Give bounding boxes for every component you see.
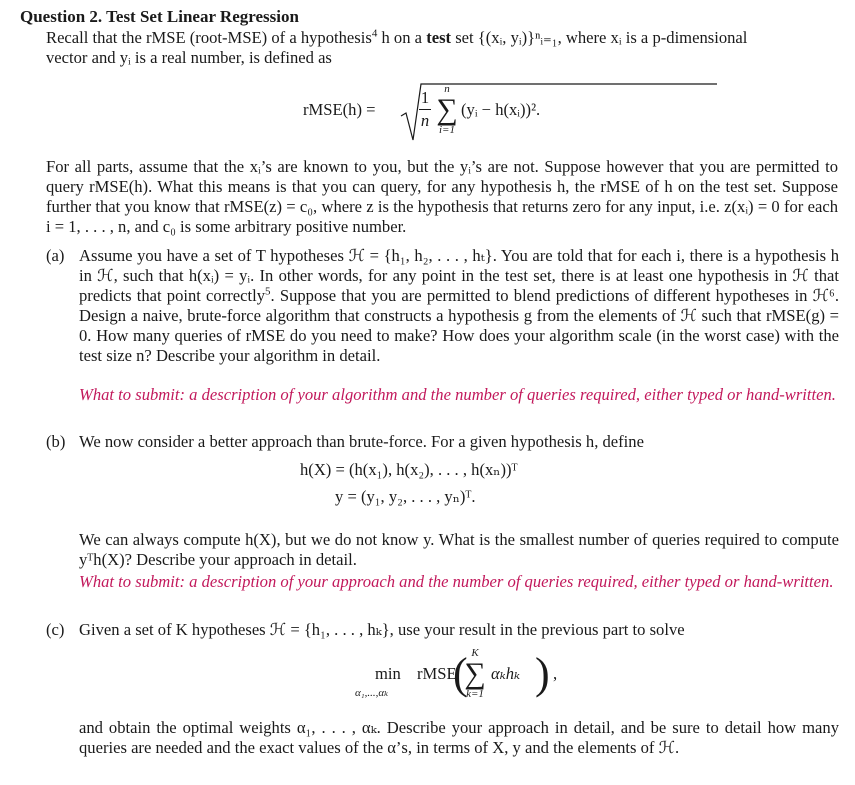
- rmse-body: (yᵢ − h(xᵢ))².: [461, 100, 541, 119]
- part-b-text: We now consider a better approach than brute-force. For a given hypothesis h, define: [79, 432, 644, 451]
- intro-text-1: Recall that the rMSE (root-MSE) of a hypothesis: [46, 28, 372, 47]
- part-b-text-2: We can always compute h(X), but we do not know y. What is the smallest number of queries required to compute yᵀh(X)? Describe your approach in detail.: [79, 530, 839, 569]
- eq-comma: ,: [553, 664, 558, 683]
- frac-denominator: n: [420, 111, 430, 130]
- intro-text-3: set {(xᵢ, yᵢ)}ⁿᵢ₌₁, where xᵢ is a p-dimensional: [451, 28, 748, 47]
- rmse-function: rMSE: [417, 664, 457, 683]
- part-c-text-2: and obtain the optimal weights α₁, . . . , αₖ. Describe your approach in detail, and be sure to detail how many queries are needed and the exact values of the α’s, in terms of X, y and the elements of ℋ.: [79, 718, 839, 757]
- part-c-text: Given a set of K hypotheses ℋ = {h₁, . . . , hₖ}, use your result in the previous part to solve: [79, 620, 685, 639]
- rmse-lhs: rMSE(h) =: [303, 100, 376, 119]
- footnote-marker-5: 5: [265, 285, 271, 298]
- min-subscript: α₁,...,αₖ: [355, 687, 389, 699]
- weighted-term: αₖhₖ: [491, 664, 521, 683]
- left-paren: (: [453, 649, 468, 698]
- k-summation: K ∑ k=1: [464, 647, 486, 700]
- footnote-marker-4: 4: [371, 27, 378, 40]
- k-sum-lower: k=1: [466, 688, 484, 700]
- assumption-paragraph: For all parts, assume that the xᵢ’s are known to you, but the yᵢ’s are not. Suppose however that you are permitted to query rMSE(h). What this means is that you can query, for any hypothesis h, the rMSE of h on the test set. Suppose further that you know that rMSE(z) = c₀, where z is the hypothesis that returns zero for any input, i.e. z(xᵢ) = 0 for each i = 1, . . . , n, and c₀ is some arbitrary positive number.: [46, 157, 838, 236]
- intro-test-bold: test: [426, 28, 452, 47]
- optimization-equation: [355, 648, 575, 708]
- part-b-submit: What to submit: a description of your approach and the number of queries required, either typed or hand-written.: [79, 572, 834, 591]
- summation: n ∑ i=1: [436, 83, 458, 136]
- part-a-text: Assume you have a set of T hypotheses ℋ = {h₁, h₂, . . . , hₜ}. You are told that for each i, there is a hypothesis h in ℋ, such that h(xᵢ) = yᵢ. In other words, for any point in the test set, there is at least one hypothesis in ℋ that predicts that point correctly$^5$. Suppose that you are permitted to blend predictions of different hypotheses in ℋ⁶. Design a naive, brute-force algorithm that constructs a hypothesis g from the elements of ℋ such that rMSE(g) = 0. How many queries of rMSE do you need to make? How does your algorithm scale (in the worst case) with the test size n? Describe your algorithm in detail.: [79, 246, 839, 365]
- sum-lower: i=1: [439, 124, 455, 136]
- intro-paragraph: [46, 28, 838, 68]
- intro-text-2: h on a: [377, 28, 427, 47]
- frac-numerator: 1: [420, 88, 430, 107]
- y-definition: y = (y₁, y₂, . . . , yₙ)ᵀ.: [335, 487, 476, 506]
- intro-text-4: vector and yᵢ is a real number, is defined as: [46, 48, 332, 67]
- part-b-label: (b): [46, 432, 66, 451]
- hx-definition: h(X) = (h(x₁), h(x₂), . . . , h(xₙ))ᵀ: [300, 460, 518, 479]
- right-paren: ): [535, 649, 550, 698]
- min-operator: min: [375, 664, 401, 683]
- part-a-label: (a): [46, 246, 65, 265]
- one-over-n: [419, 88, 431, 131]
- k-sum-upper: K: [471, 647, 479, 659]
- sum-upper: n: [444, 83, 450, 95]
- part-a-submit: What to submit: a description of your algorithm and the number of queries required, either typed or hand-written.: [79, 385, 836, 404]
- part-c-label: (c): [46, 620, 65, 639]
- question-heading: Question 2. Test Set Linear Regression: [20, 7, 299, 26]
